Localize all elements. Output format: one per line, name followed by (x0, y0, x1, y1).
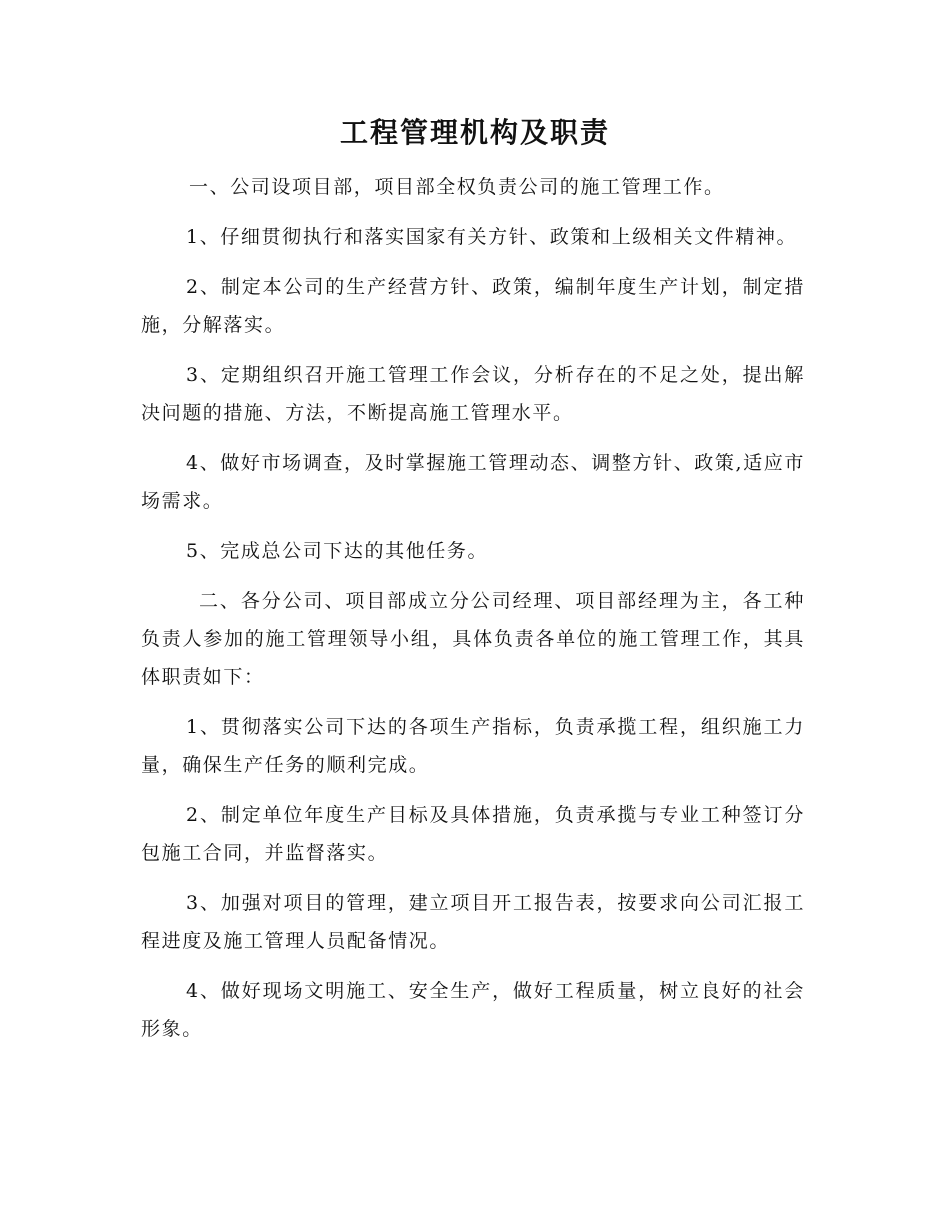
document-body (141, 168, 805, 1060)
section-one-item-5: 5、完成总公司下达的其他任务。 (186, 540, 489, 562)
section-one-item-4: 4、做好市场调查，及时掌握施工管理动态、调整方针、政策,适应市场需求。 (141, 452, 805, 512)
section-one-item-1: 1、仔细贯彻执行和落实国家有关方针、政策和上级相关文件精神。 (186, 226, 798, 248)
section-two-item-3: 3、加强对项目的管理，建立项目开工报告表，按要求向公司汇报工程进度及施工管理人员配备情况。 (141, 892, 805, 952)
section-two-item-4: 4、做好现场文明施工、安全生产，做好工程质量，树立良好的社会形象。 (141, 980, 805, 1040)
section-one-item-2: 2、制定本公司的生产经营方针、政策，编制年度生产计划，制定措施，分解落实。 (141, 276, 805, 336)
section-two-item-2: 2、制定单位年度生产目标及具体措施，负责承揽与专业工种签订分包施工合同，并监督落实。 (141, 804, 805, 864)
section-one-item-3: 3、定期组织召开施工管理工作会议，分析存在的不足之处，提出解决问题的措施、方法，不断提高施工管理水平。 (141, 364, 805, 424)
document-title: 工程管理机构及职责 (339, 116, 610, 149)
section-one-heading: 一、公司设项目部，项目部全权负责公司的施工管理工作。 (189, 176, 725, 198)
section-two-item-1: 1、贯彻落实公司下达的各项生产指标，负责承揽工程，组织施工力量，确保生产任务的顺利完成。 (141, 716, 805, 776)
section-two-heading: 二、各分公司、项目部成立分公司经理、项目部经理为主，各工种负责人参加的施工管理领导小组，具体负责各单位的施工管理工作，其具体职责如下： (141, 590, 805, 688)
